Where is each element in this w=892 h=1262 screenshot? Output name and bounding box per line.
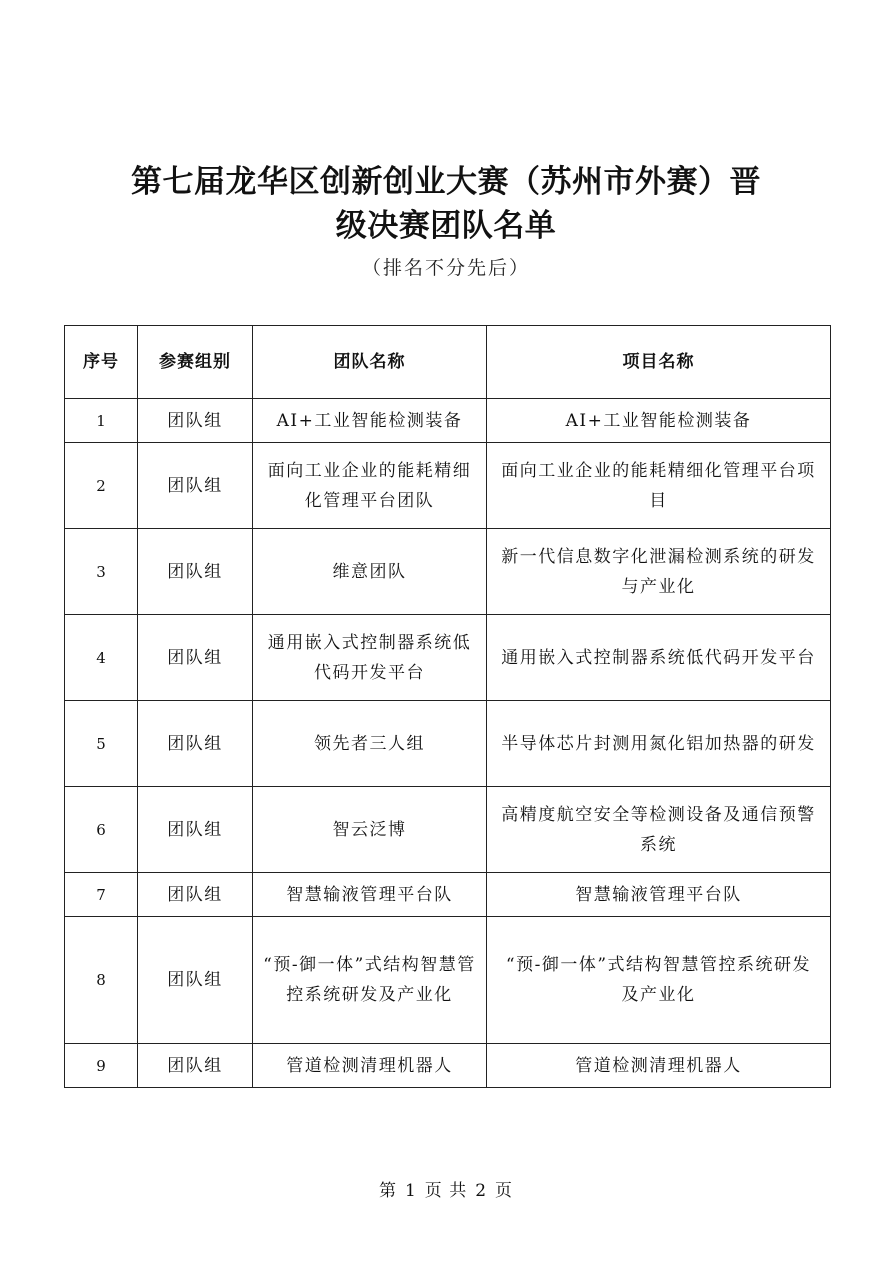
cell-serial-number: 9 [65, 1044, 138, 1088]
header-project-name: 项目名称 [487, 326, 831, 399]
page-mid: 页 共 [424, 1181, 468, 1201]
page-number-footer [0, 1176, 892, 1201]
cell-group: 团队组 [138, 787, 253, 873]
page-total: 2 [475, 1181, 488, 1201]
cell-serial-number: 6 [65, 787, 138, 873]
cell-project-name: 半导体芯片封测用氮化铝加热器的研发 [487, 701, 831, 787]
table-row [65, 399, 831, 443]
table-row [65, 615, 831, 701]
table-row [65, 443, 831, 529]
cell-group: 团队组 [138, 917, 253, 1044]
table-row [65, 1044, 831, 1088]
cell-group: 团队组 [138, 529, 253, 615]
document-title [0, 160, 892, 248]
cell-project-name: 管道检测清理机器人 [487, 1044, 831, 1088]
cell-group: 团队组 [138, 1044, 253, 1088]
cell-group: 团队组 [138, 443, 253, 529]
cell-team-name: 面向工业企业的能耗精细化管理平台团队 [253, 443, 487, 529]
page-suffix: 页 [495, 1181, 514, 1201]
cell-team-name: 智慧输液管理平台队 [253, 873, 487, 917]
cell-team-name: 领先者三人组 [253, 701, 487, 787]
cell-team-name: AI+工业智能检测装备 [253, 399, 487, 443]
cell-serial-number: 4 [65, 615, 138, 701]
table-row [65, 787, 831, 873]
cell-group: 团队组 [138, 701, 253, 787]
cell-project-name: 高精度航空安全等检测设备及通信预警系统 [487, 787, 831, 873]
cell-team-name: “预-御一体”式结构智慧管控系统研发及产业化 [253, 917, 487, 1044]
page-prefix: 第 [378, 1181, 397, 1201]
document-title-line-1: 第七届龙华区创新创业大赛（苏州市外赛）晋 [131, 164, 761, 200]
cell-project-name: AI+工业智能检测装备 [487, 399, 831, 443]
finalist-table [64, 325, 831, 1088]
cell-serial-number: 8 [65, 917, 138, 1044]
cell-serial-number: 2 [65, 443, 138, 529]
header-group: 参赛组别 [138, 326, 253, 399]
cell-project-name: “预-御一体”式结构智慧管控系统研发及产业化 [487, 917, 831, 1044]
header-team-name: 团队名称 [253, 326, 487, 399]
table-row [65, 701, 831, 787]
cell-group: 团队组 [138, 399, 253, 443]
cell-group: 团队组 [138, 615, 253, 701]
table-row [65, 529, 831, 615]
cell-project-name: 面向工业企业的能耗精细化管理平台项目 [487, 443, 831, 529]
cell-project-name: 智慧输液管理平台队 [487, 873, 831, 917]
page-current: 1 [404, 1181, 417, 1201]
cell-group: 团队组 [138, 873, 253, 917]
header-serial-number: 序号 [65, 326, 138, 399]
cell-serial-number: 3 [65, 529, 138, 615]
cell-project-name: 通用嵌入式控制器系统低代码开发平台 [487, 615, 831, 701]
document-subtitle: （排名不分先后） [361, 257, 530, 279]
cell-serial-number: 1 [65, 399, 138, 443]
cell-serial-number: 7 [65, 873, 138, 917]
cell-team-name: 通用嵌入式控制器系统低代码开发平台 [253, 615, 487, 701]
cell-team-name: 维意团队 [253, 529, 487, 615]
table-row [65, 873, 831, 917]
cell-team-name: 智云泛博 [253, 787, 487, 873]
cell-project-name: 新一代信息数字化泄漏检测系统的研发与产业化 [487, 529, 831, 615]
cell-team-name: 管道检测清理机器人 [253, 1044, 487, 1088]
table-row [65, 917, 831, 1044]
document-title-line-2: 级决赛团队名单 [335, 208, 557, 244]
cell-serial-number: 5 [65, 701, 138, 787]
table-header-row [65, 326, 831, 399]
